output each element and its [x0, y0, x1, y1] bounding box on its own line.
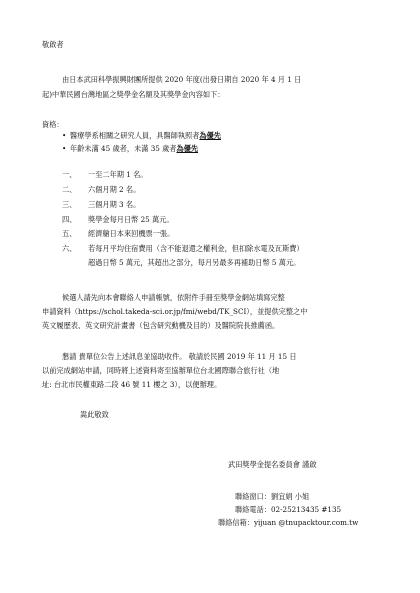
list-item-continuation	[62, 258, 300, 268]
list-number: 三、	[62, 200, 77, 209]
salutation: 嵩此敬致	[80, 410, 109, 419]
qualification-text: 年齡未滿 45 歲者，未滿 35 歲者	[70, 144, 177, 153]
closing-line-2: 以前完成網站申請，同時將上述資料寄至協辦單位台北國際聯合旅行社（地	[42, 366, 280, 375]
list-number: 五、	[62, 229, 77, 238]
contact-phone: 聯絡電話：02-25213435 #135	[235, 505, 342, 514]
list-item	[62, 170, 147, 180]
list-item	[62, 215, 174, 225]
list-text: 一至二年期 1 名。	[88, 170, 148, 179]
contact-person: 聯絡窗口：劉宜娟 小姐	[235, 492, 310, 501]
qualification-emphasis: 為優先	[176, 144, 199, 153]
list-number: 一、	[62, 170, 77, 179]
list-text: 六個月期 2 名。	[88, 185, 141, 194]
qualification-item	[62, 131, 221, 141]
intro-line-1: 由日本武田科學振興財團所提供 2020 年度(出發日期自 2020 年 4 月 1 日	[62, 75, 302, 84]
bullet-icon: •	[62, 144, 67, 153]
qualification-item	[62, 144, 198, 154]
list-number: 六、	[62, 244, 77, 253]
list-text: 經濟艙日本來回機票一張。	[88, 229, 175, 238]
bullet-icon: •	[62, 131, 67, 140]
apply-line-3: 英文履歷表、英文研究計畫書（包含研究動機及目的）及醫院院長推薦函。	[42, 321, 280, 330]
list-text: 超過日幣 5 萬元，其超出之部分，每月另最多再補助日幣 5 萬元。	[88, 258, 301, 267]
apply-line-2: 申請資料（https://schol.takeda-sci.or.jp/fmi/webd/TK_SCI），並提供完整之中	[42, 307, 308, 316]
list-item	[62, 185, 140, 195]
list-text: 若每月平均住宿費用（含不能退還之權利金，但扣除水電及瓦斯費）	[88, 244, 304, 253]
qualification-heading: 資格：	[42, 120, 64, 129]
apply-line-1: 候選人請先向本會聯絡人申請帳號，依附件手冊至獎學金網站填寫完整	[62, 293, 285, 302]
list-number: 二、	[62, 185, 77, 194]
signature-org: 武田獎學金提名委員會 謹啟	[228, 460, 317, 469]
contact-email: 聯絡信箱：yijuan @tnupacktour.com.tw	[218, 518, 359, 527]
greeting: 敬啟者	[42, 40, 64, 49]
list-item	[62, 244, 304, 254]
qualification-emphasis: 為優先	[199, 131, 221, 140]
list-text: 獎學金每月日幣 25 萬元。	[88, 215, 174, 224]
list-number: 四、	[62, 215, 77, 224]
list-item	[62, 229, 174, 239]
intro-line-2: 起)中華民國台灣地區之獎學金名額及其獎學金內容如下：	[42, 90, 225, 99]
list-item	[62, 200, 140, 210]
list-text: 三個月期 3 名。	[88, 200, 141, 209]
closing-line-3: 址: 台北市民權東路二段 46 號 11 樓之 3），以便辦理。	[42, 380, 222, 389]
closing-line-1: 懇請 貴單位公告上述訊息並協助收件。 敬請於民國 2019 年 11 月 15 日	[62, 352, 297, 361]
qualification-text: 醫療學系相關之研究人員，具醫師執照者	[70, 131, 200, 140]
